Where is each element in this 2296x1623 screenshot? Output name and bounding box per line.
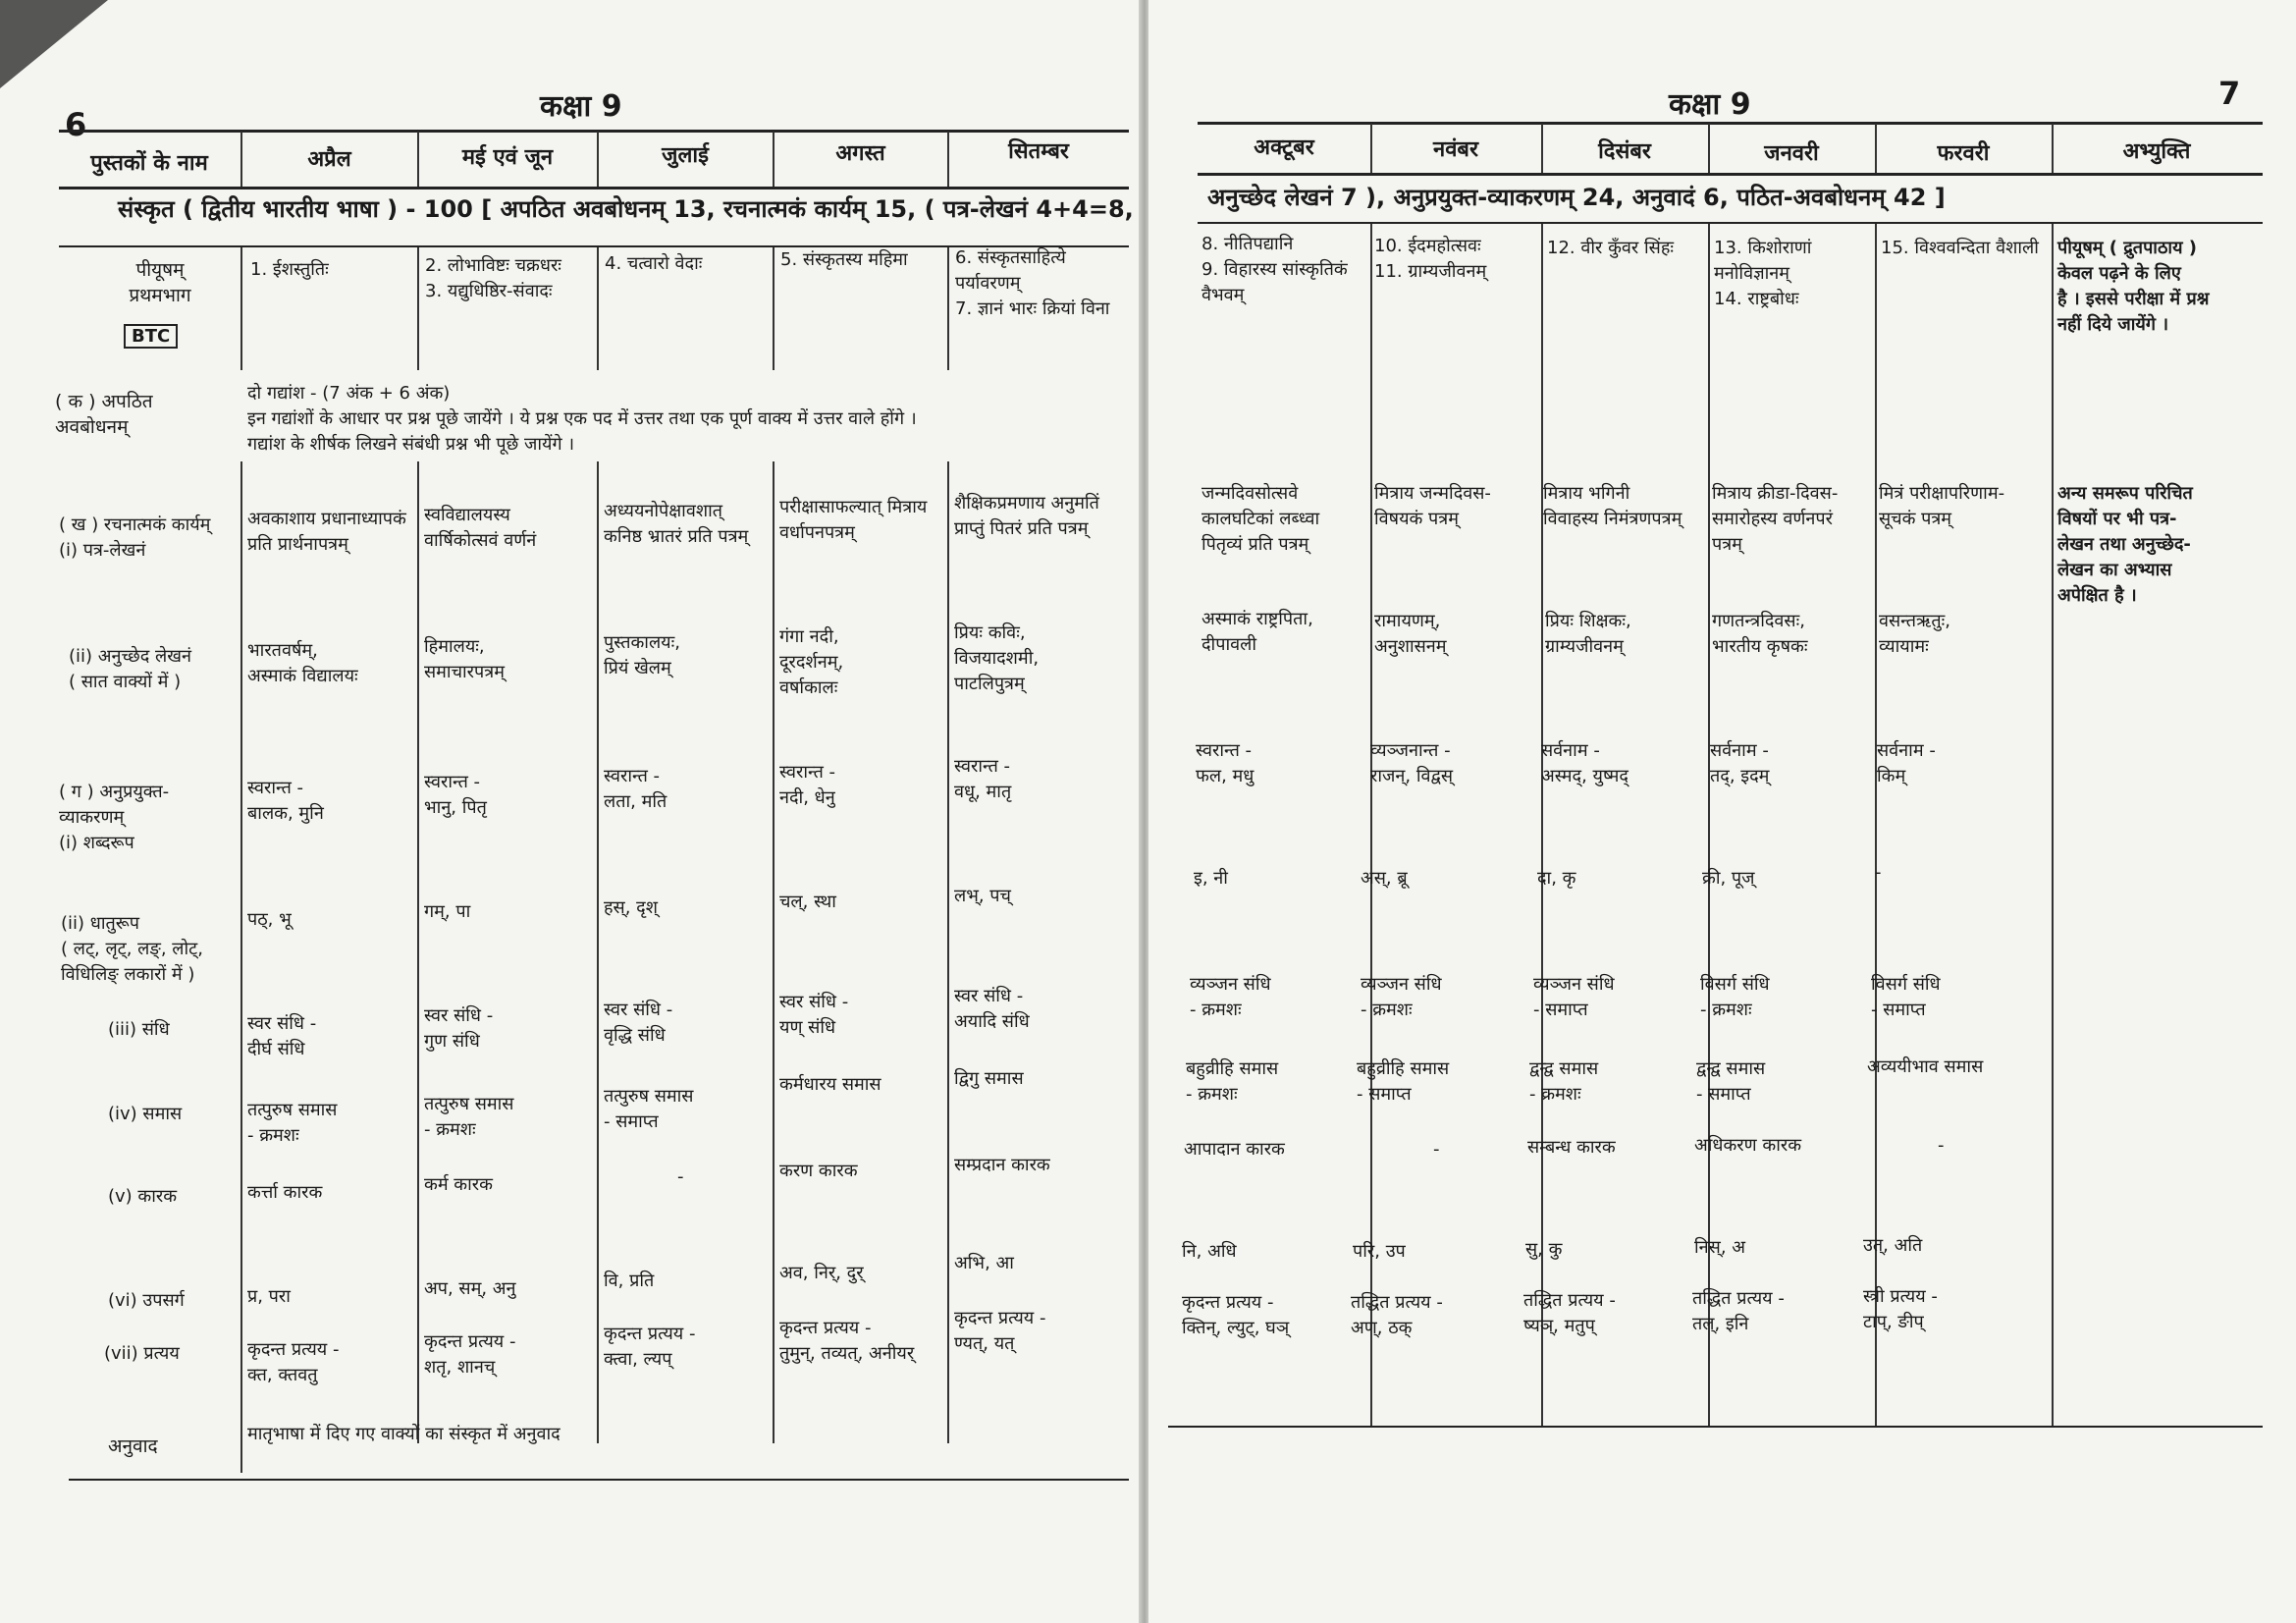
cell-anuchhed-september: प्रियः कविः, विजयादशमी, पाटलिपुत्रम्	[954, 622, 1040, 694]
cell-karak-july: -	[677, 1166, 684, 1187]
cell-sandhi-mayjune: स्वर संधि - गुण संधि	[424, 1005, 494, 1052]
cell-karak-december: सम्बन्ध कारक	[1527, 1137, 1616, 1158]
cell-patra-january: मित्राय क्रीडा-दिवस- समारोहस्य वर्णनपरं पत्रम्	[1712, 483, 1839, 555]
col-divider	[417, 132, 419, 187]
cell-sandhi-july: स्वर संधि - वृद्धि संधि	[604, 1000, 673, 1046]
cell-shabdroop-april: स्वरान्त - बालक, मुनि	[247, 778, 324, 824]
col-divider	[597, 247, 599, 370]
header-rule-top	[59, 130, 1129, 133]
cell-anuchhed-april: भारतवर्षम्, अस्माकं विद्यालयः	[247, 640, 358, 686]
cell-sandhi-february: विसर्ग संधि - समाप्त	[1871, 974, 1941, 1020]
cell-shabdroop-november: व्यञ्जनान्त - राजन्, विद्वस्	[1370, 740, 1454, 786]
cell-piyusham-mayjune: 2. लोभाविष्टः चक्रधरः 3. यद्युधिष्ठिर-संवादः	[425, 255, 561, 301]
cell-pratyay-december: तद्धित प्रत्यय - ष्यञ्, मतुप्	[1523, 1290, 1616, 1336]
subject-marks-line: संस्कृत ( द्वितीय भारतीय भाषा ) - 100 [ अपठित अवबोधनम् 13, रचनात्मकं कार्यम् 15, ( पत्र-लेखनं 4+4=8,	[118, 195, 1134, 223]
table-bottom-rule	[1168, 1426, 2263, 1428]
page-corner-shadow	[0, 0, 108, 88]
cell-patra-mayjune: स्वविद्यालयस्य वार्षिकोत्सवं वर्णनं	[424, 505, 537, 551]
cell-pratyay-august: कृदन्त प्रत्यय - तुमुन्, तव्यत्, अनीयर्	[779, 1318, 915, 1364]
header-rule-top	[1198, 122, 2263, 125]
col-divider	[597, 461, 599, 1443]
col-divider	[947, 461, 949, 1443]
header-april: अप्रैल	[307, 147, 351, 172]
cell-karak-mayjune: कर्म कारक	[424, 1174, 493, 1195]
cell-patra-october: जन्मदिवसोत्सवे कालघटिकां लब्ध्वा पितृव्यं प्रति पत्रम्	[1201, 483, 1320, 555]
header-september: सितम्बर	[1008, 139, 1069, 164]
cell-samas-february: अव्ययीभाव समास	[1867, 1056, 1984, 1077]
cell-upsarg-december: सु, कु	[1525, 1239, 1563, 1260]
cell-patra-august: परीक्षासाफल्यात् मित्राय वर्धापनपत्रम्	[779, 497, 928, 543]
col-divider	[240, 247, 242, 370]
col-divider	[947, 132, 949, 187]
remark-piyusham: पीयूषम् ( द्रुतपाठाय ) केवल पढ़ने के लिए है । इससे परीक्षा में प्रश्न नहीं दिये जायेंगे ।	[2057, 238, 2210, 335]
cell-karak-august: करण कारक	[779, 1161, 858, 1181]
right-page	[1148, 0, 2296, 1623]
cell-anuchhed-august: गंगा नदी, दूरदर्शनम्, वर्षाकालः	[779, 626, 844, 698]
row-label-sandhi: (iii) संधि	[108, 1019, 170, 1040]
cell-dhaturoop-december: दा, कृ	[1537, 868, 1576, 889]
cell-sandhi-august: स्वर संधि - यण् संधि	[779, 992, 849, 1038]
cell-upsarg-february: उत्, अति	[1863, 1235, 1923, 1256]
cell-anuchhed-july: पुस्तकालयः, प्रियं खेलम्	[604, 632, 680, 678]
class-title: कक्षा 9	[1669, 87, 1751, 122]
cell-piyusham-august: 5. संस्कृतस्य महिमा	[780, 249, 908, 270]
cell-upsarg-january: निस्, अ	[1694, 1237, 1746, 1258]
col-divider	[417, 461, 419, 1443]
cell-piyusham-december: 12. वीर कुँवर सिंहः	[1547, 238, 1675, 258]
row-label-dhaturoop: (ii) धातुरूप ( लट्, लृट्, लङ्, लोट्, विधिलिङ् लकारों में )	[61, 913, 203, 985]
cell-piyusham-october: 8. नीतिपद्यानि 9. विहारस्य सांस्कृतिकं वैभवम्	[1201, 234, 1348, 305]
cell-shabdroop-december: सर्वनाम - अस्मद्, युष्मद्	[1541, 740, 1629, 786]
remark-patra: अन्य समरूप परिचित विषयों पर भी पत्र- लेखन तथा अनुच्छेद- लेखन का अभ्यास अपेक्षित है ।	[2057, 483, 2193, 606]
page-number: 6	[65, 106, 87, 143]
page-number: 7	[2218, 75, 2241, 112]
cell-upsarg-april: प्र, परा	[247, 1286, 291, 1307]
cell-samas-january: द्वन्द्व समास - समाप्त	[1696, 1058, 1766, 1105]
cell-dhaturoop-february: -	[1875, 862, 1882, 883]
btc-badge: BTC	[124, 324, 178, 349]
cell-pratyay-january: तद्धित प्रत्यय - तल्, इनि	[1692, 1288, 1785, 1334]
cell-samas-november: बहुव्रीहि समास - समाप्त	[1357, 1058, 1450, 1105]
col-divider	[773, 461, 774, 1443]
cell-shabdroop-august: स्वरान्त - नदी, धेनु	[779, 762, 836, 808]
cell-samas-april: तत्पुरुष समास - क्रमशः	[247, 1100, 338, 1146]
cell-piyusham-july: 4. चत्वारो वेदाः	[605, 253, 703, 274]
cell-sandhi-april: स्वर संधि - दीर्घ संधि	[247, 1013, 317, 1059]
header-october: अक्टूबर	[1254, 135, 1314, 160]
cell-anuchhed-december: प्रियः शिक्षकः, ग्राम्यजीवनम्	[1545, 611, 1631, 657]
cell-piyusham-november: 10. ईदमहोत्सवः 11. ग्राम्यजीवनम्	[1374, 236, 1487, 282]
cell-samas-july: तत्पुरुष समास - समाप्त	[604, 1086, 694, 1132]
cell-shabdroop-july: स्वरान्त - लता, मति	[604, 766, 667, 812]
row-label-anuchhed: (ii) अनुच्छेद लेखनं ( सात वाक्यों में )	[69, 646, 191, 692]
header-february: फरवरी	[1937, 141, 1990, 166]
cell-pratyay-july: कृदन्त प्रत्यय - क्त्वा, ल्यप्	[604, 1324, 696, 1370]
cell-anuchhed-october: अस्माकं राष्ट्रपिता, दीपावली	[1201, 609, 1313, 655]
row-label-pratyay: (vii) प्रत्यय	[104, 1343, 180, 1364]
cell-sandhi-december: व्यञ्जन संधि - समाप्त	[1533, 974, 1615, 1020]
col-divider	[597, 132, 599, 187]
cell-patra-february: मित्रं परीक्षापरिणाम- सूचकं पत्रम्	[1879, 483, 2005, 529]
header-rule-bottom	[1198, 173, 2263, 176]
cell-anuchhed-february: वसन्तऋतुः, व्यायामः	[1879, 611, 1950, 657]
header-january: जनवरी	[1764, 141, 1819, 166]
col-divider	[773, 247, 774, 370]
col-divider	[240, 132, 242, 187]
cell-pratyay-april: कृदन्त प्रत्यय - क्त, क्तवतु	[247, 1339, 340, 1385]
cell-sandhi-october: व्यञ्जन संधि - क्रमशः	[1190, 974, 1271, 1020]
row-label-samas: (iv) समास	[108, 1104, 183, 1124]
row-label-piyusham: पीयूषम् प्रथमभाग	[129, 259, 191, 306]
cell-patra-december: मित्राय भगिनी विवाहस्य निमंत्रणपत्रम्	[1543, 483, 1682, 529]
cell-samas-september: द्विगु समास	[954, 1068, 1024, 1089]
cell-sandhi-september: स्वर संधि - अयादि संधि	[954, 986, 1030, 1032]
cell-karak-november: -	[1433, 1139, 1440, 1160]
cell-dhaturoop-mayjune: गम्, पा	[424, 901, 471, 922]
header-may-june: मई एवं जून	[461, 145, 554, 170]
cell-samas-december: द्वन्द्व समास - क्रमशः	[1529, 1058, 1599, 1105]
cell-pratyay-november: तद्धित प्रत्यय - अण्, ठक्	[1351, 1292, 1443, 1338]
cell-pratyay-september: कृदन्त प्रत्यय - ण्यत्, यत्	[954, 1308, 1046, 1354]
cell-upsarg-mayjune: अप, सम्, अनु	[424, 1278, 516, 1299]
cell-shabdroop-february: सर्वनाम - किम्	[1877, 740, 1936, 786]
cell-samas-mayjune: तत्पुरुष समास - क्रमशः	[424, 1094, 514, 1140]
cell-samas-october: बहुव्रीहि समास - क्रमशः	[1186, 1058, 1279, 1105]
cell-karak-february: -	[1938, 1135, 1945, 1156]
subject-rule	[1198, 222, 2263, 224]
cell-patra-september: शैक्षिकप्रमणाय अनुमतिं प्राप्तुं पितरं प्रति पत्रम्	[954, 493, 1099, 539]
cell-dhaturoop-october: इ, नी	[1194, 868, 1228, 889]
cell-upsarg-july: वि, प्रति	[604, 1271, 655, 1291]
row-label-shabdroop: ( ग ) अनुप्रयुक्त- व्याकरणम् (i) शब्दरूप	[59, 782, 170, 853]
table-bottom-rule	[69, 1479, 1129, 1481]
cell-karak-october: आपादान कारक	[1184, 1139, 1285, 1160]
cell-dhaturoop-april: पठ्, भू	[247, 909, 292, 930]
row-label-upsarg: (vi) उपसर्ग	[108, 1290, 185, 1311]
cell-anuvad-text: मातृभाषा में दिए गए वाक्यों का संस्कृत में अनुवाद	[247, 1424, 561, 1444]
header-books: पुस्तकों के नाम	[90, 151, 208, 176]
header-november: नवंबर	[1432, 137, 1478, 162]
cell-piyusham-april: 1. ईशस्तुतिः	[250, 259, 329, 280]
cell-dhaturoop-january: क्री, पूज्	[1702, 868, 1755, 889]
cell-apathit-text: दो गद्यांश - (7 अंक + 6 अंक) इन गद्यांशों के आधार पर प्रश्न पूछे जायेंगे । ये प्रश्न एक पद में उत्तर तथा एक पूर्ण वाक्य में उत्तर वाले होंगे । गद्यांश के शीर्षक लिखने संबंधी प्रश्न भी पूछे जायेंगे ।	[247, 383, 917, 455]
cell-karak-april: कर्त्ता कारक	[247, 1182, 323, 1203]
cell-piyusham-january: 13. किशोराणां मनोविज्ञानम् 14. राष्ट्रबोधः	[1714, 238, 1812, 309]
cell-anuchhed-january: गणतन्त्रदिवसः, भारतीय कृषकः	[1712, 611, 1808, 657]
cell-dhaturoop-november: अस्, ब्रू	[1361, 868, 1408, 889]
cell-sandhi-november: व्यञ्जन संधि - क्रमशः	[1361, 974, 1442, 1020]
cell-pratyay-mayjune: कृदन्त प्रत्यय - शतृ, शानच्	[424, 1331, 516, 1378]
cell-patra-november: मित्राय जन्मदिवस- विषयकं पत्रम्	[1374, 483, 1491, 529]
cell-karak-january: अधिकरण कारक	[1694, 1135, 1802, 1156]
cell-patra-july: अध्ययनोपेक्षावशात् कनिष्ठ भ्रातरं प्रति पत्रम्	[604, 501, 749, 547]
cell-shabdroop-september: स्वरान्त - वधू, मातृ	[954, 756, 1012, 802]
header-remarks: अभ्युक्ति	[2122, 139, 2191, 164]
row-label-karak: (v) कारक	[108, 1186, 178, 1207]
col-divider	[773, 132, 774, 187]
cell-dhaturoop-september: लभ्, पच्	[954, 886, 1011, 906]
row-label-anuvad: अनुवाद	[108, 1435, 158, 1457]
cell-piyusham-february: 15. विश्ववन्दिता वैशाली	[1881, 238, 2039, 258]
cell-upsarg-october: नि, अधि	[1182, 1241, 1237, 1262]
cell-dhaturoop-july: हस्, दृश्	[604, 897, 658, 918]
subject-marks-line: अनुच्छेद लेखनं 7 ), अनुप्रयुक्त-व्याकरणम् 24, अनुवादं 6, पठित-अवबोधनम् 42 ]	[1207, 184, 1946, 211]
col-divider	[947, 247, 949, 370]
cell-upsarg-september: अभि, आ	[954, 1253, 1014, 1273]
cell-pratyay-october: कृदन्त प्रत्यय - क्तिन्, ल्युट्, घञ्	[1182, 1292, 1290, 1338]
left-page	[0, 0, 1144, 1623]
header-rule-bottom	[59, 187, 1129, 189]
class-title: कक्षा 9	[540, 89, 622, 124]
row-label-patra: ( ख ) रचनात्मकं कार्यम् (i) पत्र-लेखनं	[59, 514, 211, 561]
cell-upsarg-august: अव, निर्, दुर्	[779, 1263, 864, 1283]
header-july: जुलाई	[662, 143, 709, 168]
cell-shabdroop-october: स्वरान्त - फल, मधु	[1196, 740, 1255, 786]
cell-patra-april: अवकाशाय प्रधानाध्यापकं प्रति प्रार्थनापत्रम्	[247, 509, 406, 555]
row-label-apathit: ( क ) अपठित अवबोधनम्	[55, 391, 153, 438]
cell-samas-august: कर्मधारय समास	[779, 1074, 881, 1095]
cell-piyusham-september: 6. संस्कृतसाहित्ये पर्यावरणम् 7. ज्ञानं भारः क्रियां विना	[955, 247, 1110, 319]
header-august: अगस्त	[835, 141, 885, 166]
cell-shabdroop-mayjune: स्वरान्त - भानु, पितृ	[424, 772, 487, 818]
col-divider	[417, 247, 419, 370]
cell-upsarg-november: परि, उप	[1353, 1241, 1406, 1262]
cell-karak-september: सम्प्रदान कारक	[954, 1155, 1050, 1175]
cell-shabdroop-january: सर्वनाम - तद्, इदम्	[1710, 740, 1770, 786]
col-divider	[2052, 224, 2054, 1427]
cell-dhaturoop-august: चल्, स्था	[779, 892, 836, 912]
cell-pratyay-february: स्त्री प्रत्यय - टाप्, ङीप्	[1863, 1286, 1938, 1332]
header-december: दिसंबर	[1598, 139, 1651, 164]
cell-sandhi-january: विसर्ग संधि - क्रमशः	[1700, 974, 1770, 1020]
cell-anuchhed-november: रामायणम्, अनुशासनम्	[1374, 611, 1447, 657]
cell-anuchhed-mayjune: हिमालयः, समाचारपत्रम्	[424, 636, 505, 682]
